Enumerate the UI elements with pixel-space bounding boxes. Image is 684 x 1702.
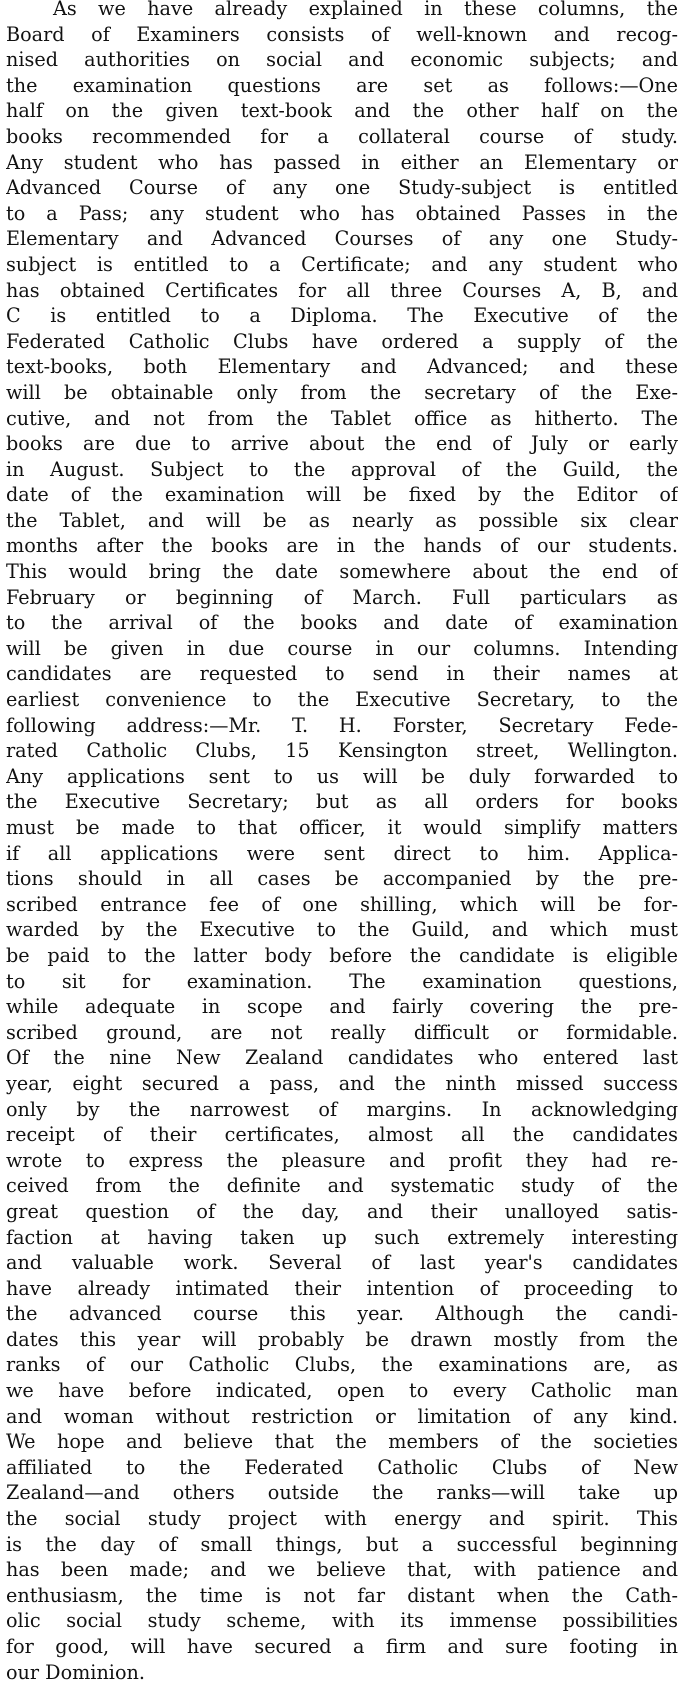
text-line: following address:—Mr. T. H. Forster, Secretary Fede- [6, 713, 678, 737]
text-line: books recommended for a collateral course of study. [6, 124, 678, 148]
text-line: Of the nine New Zealand candidates who entered last [6, 1046, 678, 1070]
text-line: faction at having taken up such extremely interesting [6, 1225, 678, 1249]
text-line: year, eight secured a pass, and the ninth missed success [6, 1071, 678, 1095]
text-line: scribed ground, are not really difficult or formidable. [6, 1020, 678, 1044]
text-line: Any student who has passed in either an Elementary or [6, 150, 678, 174]
text-line: Federated Catholic Clubs have ordered a supply of the [6, 329, 678, 353]
text-line: has obtained Certificates for all three Courses A, B, and [6, 278, 678, 302]
text-line: text-books, both Elementary and Advanced; and these [6, 355, 678, 379]
text-line: if all applications were sent direct to him. Applica- [6, 841, 678, 865]
text-line: tions should in all cases be accompanied by the pre- [6, 867, 678, 891]
text-line: will be obtainable only from the secretary of the Exe- [6, 380, 678, 404]
text-line: Elementary and Advanced Courses of any one Study- [6, 227, 678, 251]
text-line: cutive, and not from the Tablet office as hitherto. The [6, 406, 678, 430]
text-line: Advanced Course of any one Study-subject is entitled [6, 176, 678, 200]
text-line: ranks of our Catholic Clubs, the examinations are, as [6, 1353, 678, 1377]
text-line: olic social study scheme, with its immense possibilities [6, 1609, 678, 1633]
text-line: to a Pass; any student who has obtained Passes in the [6, 201, 678, 225]
text-line: affiliated to the Federated Catholic Clubs of New [6, 1455, 678, 1479]
text-line: wrote to express the pleasure and profit they had re- [6, 1148, 678, 1172]
text-line: C is entitled to a Diploma. The Executive of the [6, 304, 678, 328]
text-line: ceived from the definite and systematic study of the [6, 1174, 678, 1198]
text-line: warded by the Executive to the Guild, and which must [6, 918, 678, 942]
text-line: and valuable work. Several of last year's candidates [6, 1251, 678, 1275]
text-line: has been made; and we believe that, with patience and [6, 1558, 678, 1582]
text-line: subject is entitled to a Certificate; and any student who [6, 252, 678, 276]
text-line: great question of the day, and their unalloyed satis- [6, 1199, 678, 1223]
text-line: be paid to the latter body before the candidate is eligible [6, 943, 678, 967]
text-line: This would bring the date somewhere about the end of [6, 560, 678, 584]
text-line: is the day of small things, but a successful beginning [6, 1532, 678, 1556]
text-line: the advanced course this year. Although the candi- [6, 1302, 678, 1326]
text-line: in August. Subject to the approval of the Guild, the [6, 457, 678, 481]
text-line: half on the given text-book and the other half on the [6, 99, 678, 123]
text-line: we have before indicated, open to every Catholic man [6, 1379, 678, 1403]
text-line: Zealand—and others outside the ranks—will take up [6, 1481, 678, 1505]
article-paragraph [6, 0, 678, 1685]
text-line: must be made to that officer, it would simplify matters [6, 816, 678, 839]
text-line: the Tablet, and will be as nearly as possible six clear [6, 508, 678, 532]
text-line: nised authorities on social and economic subjects; and [6, 48, 678, 72]
text-line: date of the examination will be fixed by the Editor of [6, 483, 678, 507]
text-line: We hope and believe that the members of the societies [6, 1430, 678, 1454]
text-line: to sit for examination. The examination questions, [6, 969, 678, 993]
text-line: candidates are requested to send in their names at [6, 662, 678, 686]
text-line: our Dominion. [6, 1660, 145, 1684]
text-line: scribed entrance fee of one shilling, which will be for- [6, 892, 678, 916]
text-line: enthusiasm, the time is not far distant when the Cath- [6, 1583, 678, 1607]
text-line: will be given in due course in our columns. Intending [6, 636, 678, 660]
text-line: books are due to arrive about the end of July or early [6, 432, 678, 456]
text-line: earliest convenience to the Executive Secretary, to the [6, 688, 678, 712]
text-line: Any applications sent to us will be duly forwarded to [6, 764, 678, 788]
text-line: only by the narrowest of margins. In acknowledging [6, 1097, 678, 1121]
text-line: receipt of their certificates, almost all the candidates [6, 1123, 678, 1147]
text-line: the examination questions are set as follows:—One [6, 73, 678, 97]
text-line: months after the books are in the hands of our students. [6, 534, 678, 558]
text-line: and woman without restriction or limitation of any kind. [6, 1404, 678, 1428]
text-line: February or beginning of March. Full particulars as [6, 585, 678, 609]
text-line: rated Catholic Clubs, 15 Kensington street, Wellington. [6, 739, 678, 763]
text-line: the Executive Secretary; but as all orders for books [6, 790, 678, 814]
text-line: for good, will have secured a firm and sure footing in [6, 1635, 678, 1658]
text-line: while adequate in scope and fairly covering the pre- [6, 995, 678, 1019]
text-line: As we have already explained in these columns, the [53, 0, 678, 20]
text-line: have already intimated their intention of proceeding to [6, 1276, 678, 1300]
text-line: dates this year will probably be drawn mostly from the [6, 1327, 678, 1351]
text-line: the social study project with energy and spirit. This [6, 1507, 678, 1531]
text-line: to the arrival of the books and date of examination [6, 611, 678, 635]
text-line: Board of Examiners consists of well-known and recog- [6, 22, 678, 46]
